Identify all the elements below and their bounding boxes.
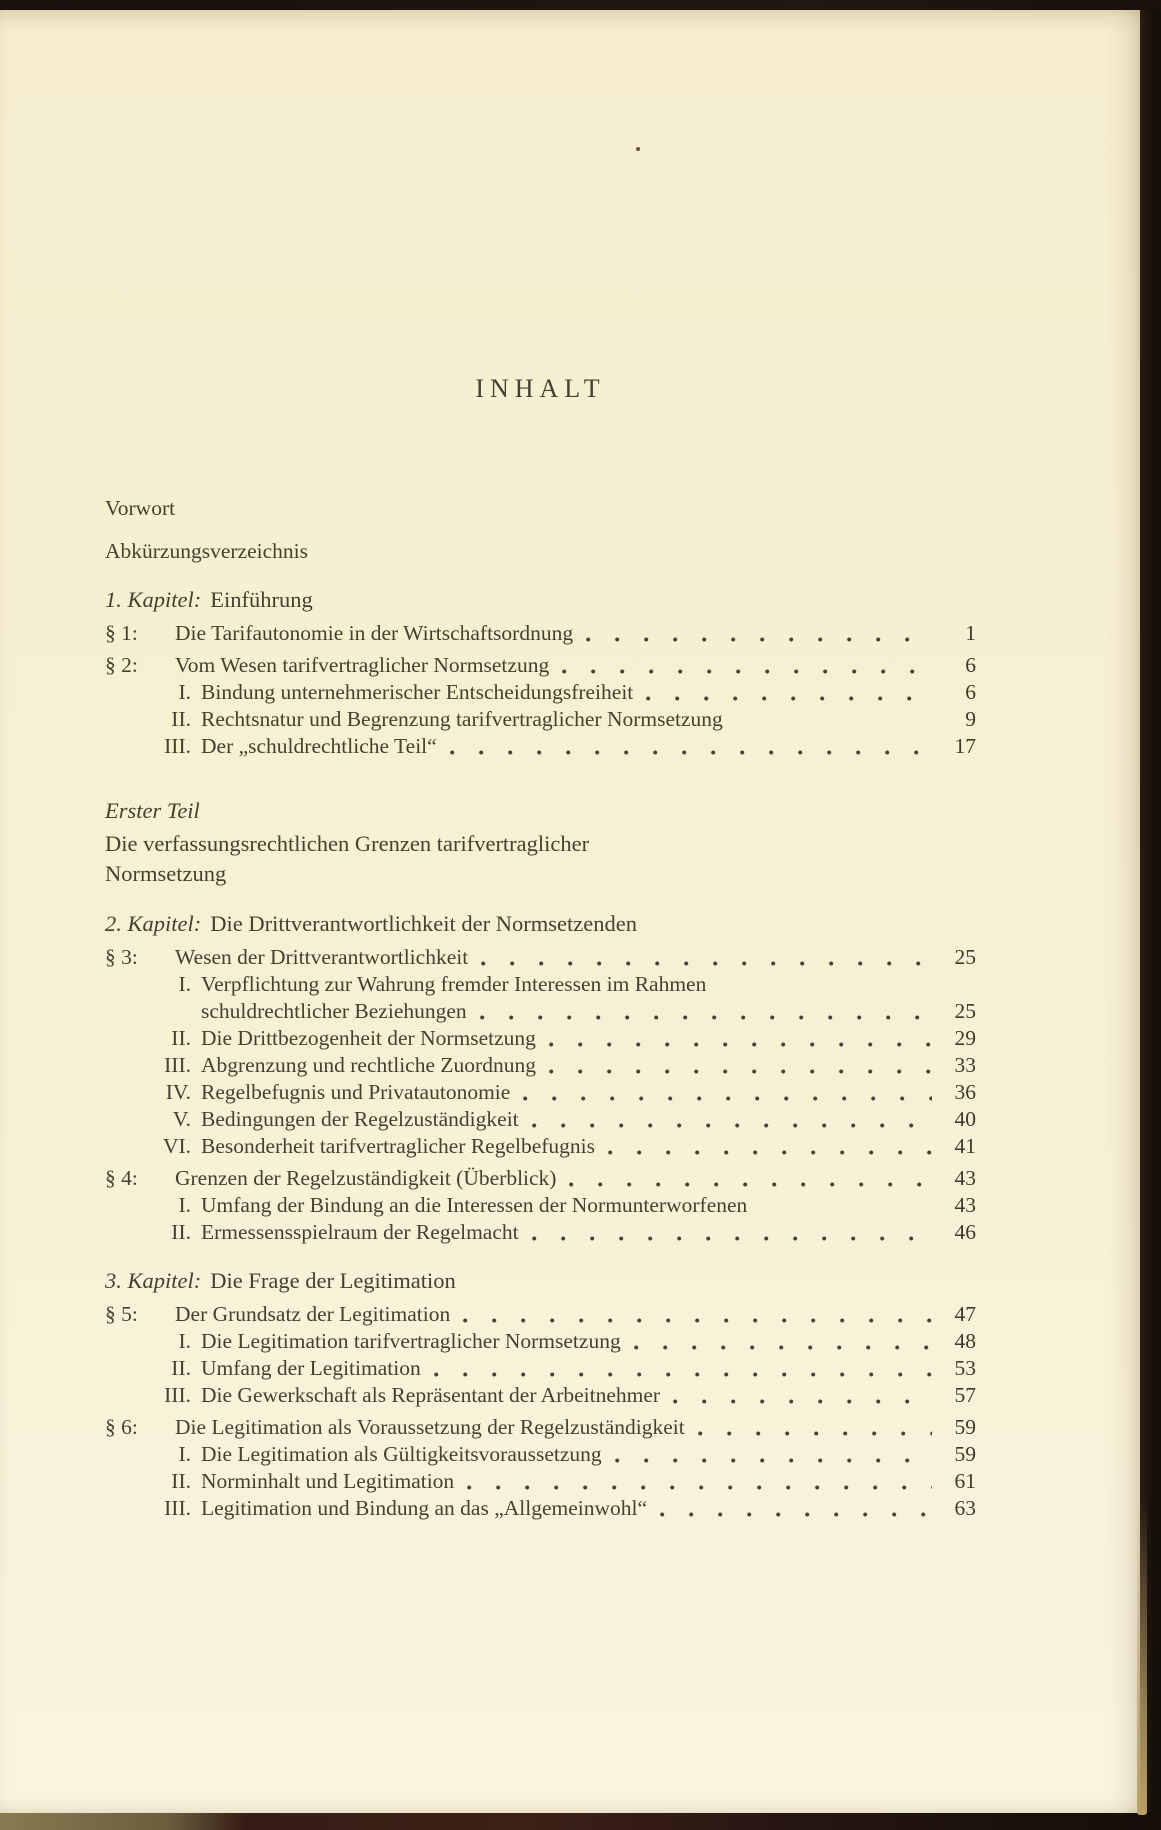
toc-entry-text: Ermessensspielraum der Regelmacht <box>201 1220 519 1244</box>
dot-leader <box>532 1235 932 1242</box>
toc-entry <box>105 585 976 615</box>
dot-leader <box>569 1181 932 1188</box>
toc-entry-label: 2. Kapitel: <box>105 911 202 936</box>
toc-page <box>0 10 1140 1813</box>
toc-entry <box>105 859 976 889</box>
toc-entry-text: Verpflichtung zur Wahrung fremder Interessen im Rahmen <box>201 972 707 996</box>
toc-entry <box>105 944 976 971</box>
toc-entry <box>105 1382 976 1409</box>
dot-leader <box>608 1149 932 1156</box>
toc-entry-text: Umfang der Bindung an die Interessen der Normunterworfenen <box>201 1193 748 1217</box>
toc-entry-page: 61 <box>954 1469 976 1493</box>
toc-entry <box>105 1328 976 1355</box>
toc-entry-label: § 5: <box>105 1302 138 1326</box>
toc-entry-label: II. <box>171 1356 191 1380</box>
toc-entry <box>105 1219 976 1246</box>
toc-entry-text: Die verfassungsrechtlichen Grenzen tarifvertraglicher <box>105 831 590 856</box>
toc-entry-text: Der Grundsatz der Legitimation <box>175 1302 451 1326</box>
toc-entry-page: 63 <box>954 1496 976 1520</box>
toc-entry <box>105 1133 976 1160</box>
toc-entry-page: 17 <box>954 734 976 758</box>
toc-list <box>105 495 976 1522</box>
toc-entry-page: 25 <box>954 999 976 1023</box>
toc-entry-page: 41 <box>954 1134 976 1158</box>
toc-entry-page: 46 <box>954 1220 976 1244</box>
toc-entry-text: Besonderheit tarifvertraglicher Regelbefugnis <box>201 1134 596 1158</box>
toc-entry-page: 43 <box>954 1193 976 1217</box>
toc-entry <box>105 1106 976 1133</box>
toc-entry-text: Bedingungen der Regelzuständigkeit <box>201 1107 519 1131</box>
toc-entry <box>105 796 976 825</box>
toc-entry-label: III. <box>164 1496 191 1520</box>
toc-entry-text: Umfang der Legitimation <box>201 1356 421 1380</box>
toc-entry <box>105 1192 976 1219</box>
toc-entry-page: 25 <box>954 945 976 969</box>
toc-entry-label: I. <box>178 1193 191 1217</box>
toc-entry-page: 43 <box>954 1166 976 1190</box>
dot-leader <box>434 1371 932 1378</box>
toc-entry <box>105 1468 976 1495</box>
toc-entry-label: I. <box>178 680 191 704</box>
toc-entry-page: 40 <box>954 1107 976 1131</box>
toc-entry-text: Legitimation und Bindung an das „Allgemeinwohl“ <box>201 1496 648 1520</box>
toc-entry <box>105 620 976 647</box>
dot-leader <box>480 1014 932 1021</box>
dot-leader <box>523 1095 932 1102</box>
toc-entry-text: schuldrechtlicher Beziehungen <box>201 999 467 1023</box>
dot-leader <box>562 668 932 675</box>
toc-entry <box>105 1079 976 1106</box>
toc-entry-label: 3. Kapitel: <box>105 1268 202 1293</box>
toc-entry-text: Die Drittbezogenheit der Normsetzung <box>201 1026 536 1050</box>
toc-entry <box>105 538 976 565</box>
toc-entry-label: § 2: <box>105 653 138 677</box>
toc-entry-label: III. <box>164 1053 191 1077</box>
toc-entry-page: 53 <box>954 1356 976 1380</box>
toc-entry <box>105 706 976 733</box>
toc-entry-text: Die Legitimation als Gültigkeitsvoraussetzung <box>201 1442 602 1466</box>
toc-entry-label: II. <box>171 1026 191 1050</box>
toc-entry-label: II. <box>171 1469 191 1493</box>
toc-entry-text: Einführung <box>210 587 313 612</box>
toc-entry-page: 29 <box>954 1026 976 1050</box>
toc-entry-text: Vom Wesen tarifvertraglicher Normsetzung <box>175 653 550 677</box>
toc-entry-page: 36 <box>954 1080 976 1104</box>
toc-entry-page: 47 <box>954 1302 976 1326</box>
dot-leader <box>698 1430 932 1437</box>
toc-entry-page: 59 <box>954 1442 976 1466</box>
toc-entry-page: 57 <box>954 1383 976 1407</box>
toc-entry-text: Abkürzungsverzeichnis <box>105 539 308 563</box>
dot-leader <box>450 749 932 756</box>
toc-entry-text: Wesen der Drittverantwortlichkeit <box>175 945 469 969</box>
toc-entry-text: Die Frage der Legitimation <box>210 1268 456 1293</box>
toc-entry <box>105 1301 976 1328</box>
toc-entry-text: Abgrenzung und rechtliche Zuordnung <box>201 1053 536 1077</box>
toc-entry-text: Rechtsnatur und Begrenzung tarifvertraglicher Normsetzung <box>201 707 723 731</box>
toc-entry-text: Die Tarifautonomie in der Wirtschaftsordnung <box>175 621 574 645</box>
toc-entry <box>105 1025 976 1052</box>
dot-leader <box>532 1122 932 1129</box>
toc-entry-label: II. <box>171 1220 191 1244</box>
toc-entry-label: § 3: <box>105 945 138 969</box>
dot-leader <box>481 960 932 967</box>
toc-entry-page: 6 <box>965 680 976 704</box>
toc-entry <box>105 1165 976 1192</box>
toc-entry-text: Normsetzung <box>105 861 227 886</box>
page-title: INHALT <box>475 374 606 403</box>
toc-entry <box>105 652 976 679</box>
toc-entry-text: Die Gewerkschaft als Repräsentant der Arbeitnehmer <box>201 1383 661 1407</box>
toc-entry-label: V. <box>172 1107 191 1131</box>
toc-entry-text: Norminhalt und Legitimation <box>201 1469 455 1493</box>
dot-leader <box>467 1484 932 1491</box>
toc-entry-label: I. <box>178 972 191 996</box>
toc-entry <box>105 1495 976 1522</box>
scan-edge-top <box>0 0 1161 10</box>
toc-entry-text: Vorwort <box>105 496 176 520</box>
dot-leader <box>463 1317 932 1324</box>
toc-entry-label: III. <box>164 734 191 758</box>
toc-entry <box>105 971 976 998</box>
toc-entry <box>105 829 976 859</box>
dot-leader <box>615 1457 932 1464</box>
dot-leader <box>673 1398 932 1405</box>
toc-entry-label: § 1: <box>105 621 138 645</box>
dot-leader <box>586 636 932 643</box>
toc-entry <box>105 733 976 760</box>
toc-entry-text: Regelbefugnis und Privatautonomie <box>201 1080 511 1104</box>
toc-entry <box>105 1266 976 1296</box>
toc-entry-page: 33 <box>954 1053 976 1077</box>
dot-leader <box>660 1511 932 1518</box>
toc-entry-label: 1. Kapitel: <box>105 587 202 612</box>
toc-entry-text: Die Drittverantwortlichkeit der Normsetzenden <box>210 911 637 936</box>
toc-entry <box>105 1441 976 1468</box>
scan-edge-bottom <box>0 1813 1161 1830</box>
toc-entry-page: 6 <box>965 653 976 677</box>
toc-entry-text: Der „schuldrechtliche Teil“ <box>201 734 437 758</box>
toc-entry-label: I. <box>178 1442 191 1466</box>
dot-leader <box>549 1041 932 1048</box>
toc-entry-text: Bindung unternehmerischer Entscheidungsfreiheit <box>201 680 634 704</box>
toc-entry-label: III. <box>164 1383 191 1407</box>
toc-entry-label: I. <box>178 1329 191 1353</box>
toc-entry-page: 9 <box>965 707 976 731</box>
toc-entry-label: § 4: <box>105 1166 138 1190</box>
toc-entry-page: 59 <box>954 1415 976 1439</box>
dot-leader <box>646 695 932 702</box>
toc-entry <box>105 909 976 939</box>
toc-entry-text: Erster Teil <box>105 798 200 823</box>
toc-entry-page: 48 <box>954 1329 976 1353</box>
toc-entry <box>105 998 976 1025</box>
toc-entry-label: II. <box>171 707 191 731</box>
toc-entry <box>105 495 976 522</box>
toc-entry-label: § 6: <box>105 1415 138 1439</box>
dot-leader <box>549 1068 932 1075</box>
toc-entry <box>105 1414 976 1441</box>
toc-entry-page: 1 <box>965 621 976 645</box>
toc-entry-label: VI. <box>162 1134 191 1158</box>
toc-entry-label: IV. <box>165 1080 191 1104</box>
toc-entry <box>105 1052 976 1079</box>
toc-entry-text: Die Legitimation tarifvertraglicher Normsetzung <box>201 1329 621 1353</box>
dot-leader <box>634 1344 932 1351</box>
scan-speck <box>636 147 640 151</box>
toc-entry <box>105 1355 976 1382</box>
page-edge-stack <box>1137 1500 1147 1815</box>
toc-entry-text: Grenzen der Regelzuständigkeit (Überblick) <box>175 1166 557 1190</box>
toc-entry-text: Die Legitimation als Voraussetzung der Regelzuständigkeit <box>175 1415 685 1439</box>
toc-entry <box>105 679 976 706</box>
